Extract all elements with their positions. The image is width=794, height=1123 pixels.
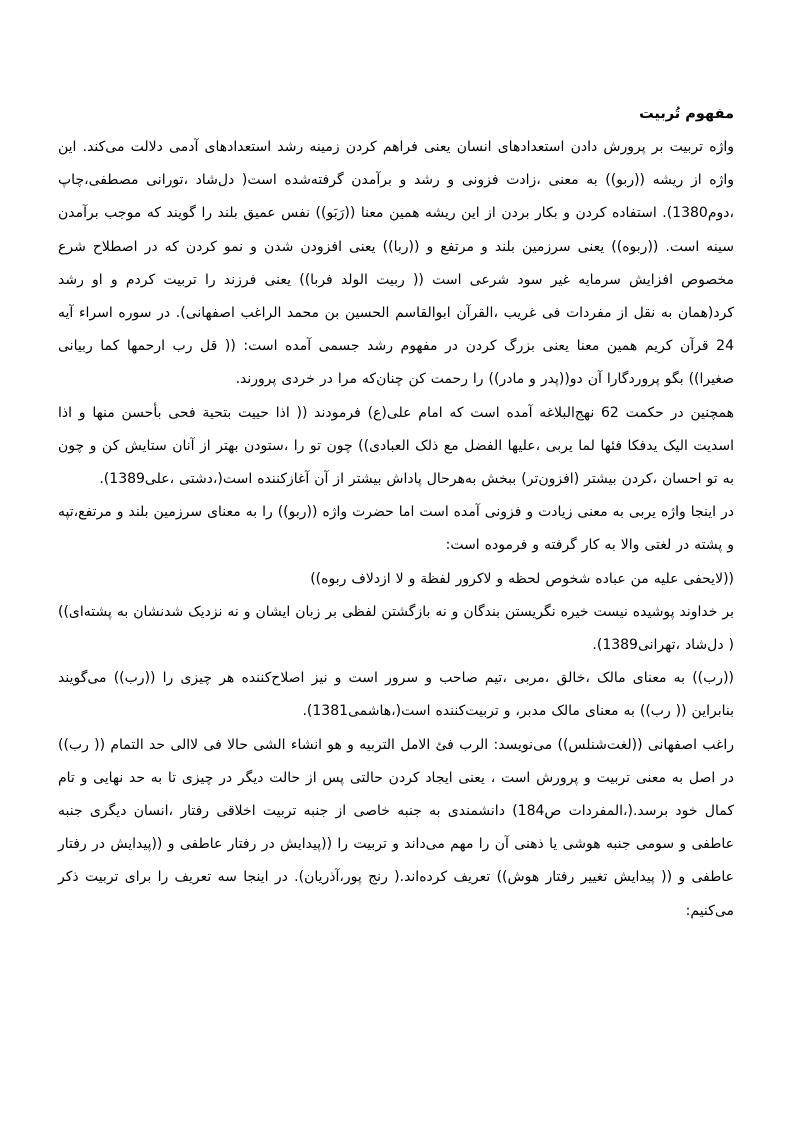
document-body bbox=[58, 131, 734, 928]
paragraph: راغب اصفهانی ((لغت‌شنلس)) می‌نویسد: الرب فئ الامل التربیه و هو انشاء الشی حالا فی لاالی حد التمام (( رب)) در اصل به معنی تربیت و پرورش است ، یعنی ایجاد کردن حالتی پس از حالت دیگر در چیزی تا به حد نهایی و تام کمال خود برسد.(،المفردات ص184) دانشمندی به جنبه خاصی از جنبه تربیت اخلاقی رفتار ،انسان دیگری جنبه عاطفی و سومی جنبه هوشی یا ذهنی آن را مهم می‌داند و تربیت را ((پیدایش در رفتار عاطفی و ((پیدایش در رفتار عاطفی و (( پیدایش تغییر رفتار هوش)) تعریف کرده‌اند.( رنج پور،آذریان). در اینجا سه تعریف را برای تربیت ذکر می‌کنیم: bbox=[58, 736, 734, 919]
paragraph: در اینجا واژه یربی به معنی زیادت و فزونی آمده است اما حضرت واژه ((ربو)) را به معنای سرزمین بلند و مرتفع،تپه و پشته در لغتی والا به کار گرفته و فرموده است: bbox=[58, 504, 734, 554]
page-title: مفهوم تُربیت bbox=[639, 106, 734, 122]
paragraph: همچنین در حکمت 62 نهج‌البلاغه آمده است که امام علی(ع) فرمودند (( اذا حییت بتحیة فحی بأحسن منها و اذا اسدیت الیک یدفکا فئها لما یربی ،علیها الفضل مع ذلک العبادی)) چون تو را ،ستودن بهتر از آنان ستایش کن و چون به تو احسان ،کردن بیشتر (افزون‌تر) ببخش به‌هرحال پاداش بیشتر از آن آغازکننده است(،دشتی ،علی1389). bbox=[58, 404, 734, 488]
paragraph: بر خداوند پوشیده نیست خیره نگریستن بندگان و نه بازگشتن لفظی بر زبان ایشان و نه نزدیک شدنشان به پشته‌ای))( دل‌شاد ،تهرانی1389). bbox=[58, 603, 734, 654]
paragraph: ((لایحفی علیه من عباده شخوص لحظه و لاکرور لفظة و لا ازدلاف ربوه)) bbox=[310, 570, 734, 587]
paragraph: ((رب)) به معنای مالک ،خالق ،مربی ،تیم صاحب و سرور است و نیز اصلاح‌کننده هر چیزی را ((رب)) می‌گویند بنابراین (( رب)) به معنای مالک مدبر، و تربیت‌کننده است(،هاشمی1381). bbox=[58, 670, 734, 720]
paragraph: واژه تربیت بر پرورش دادن استعدادهای انسان یعنی فراهم کردن زمینه رشد استعدادهای آدمی دلالت می‌کند. این واژه از ریشه ((ربو)) به معنی ،زادت فزونی و رشد و برآمدن گرفته‌شده است( دل‌شاد ،تورانی مصطفی،چاپ ،دوم1380). استفاده کردن و بکار بردن از این ریشه همین معنا ((رَبَو)) نفس عمیق بلند را گویند که موجب برآمدن سینه است. ((ربوه)) یعنی سرزمین بلند و مرتفع و ((ربا)) یعنی افزودن شدن و نمو کردن که در اصطلاح شرع مخصوص افزایش سرمایه غیر سود شرعی است (( ربیت الولد فربا)) یعنی فرزند را تربیت کردم و او رشد کرد(همان به نقل از مفردات فی غریب ،القرآن ابوالقاسم الحسین بن محمد الراغب اصفهانی). در سوره اسراء آیه 24 قرآن کریم همین معنا یعنی بزرگ کردن در مفهوم رشد جسمی آمده است: (( قل رب ارحمها کما ربیانی صغیرا)) بگو پروردگارا آن دو((پدر و مادر)) را رحمت کن چنان‌که مرا در خردی پرورند. bbox=[58, 139, 734, 388]
